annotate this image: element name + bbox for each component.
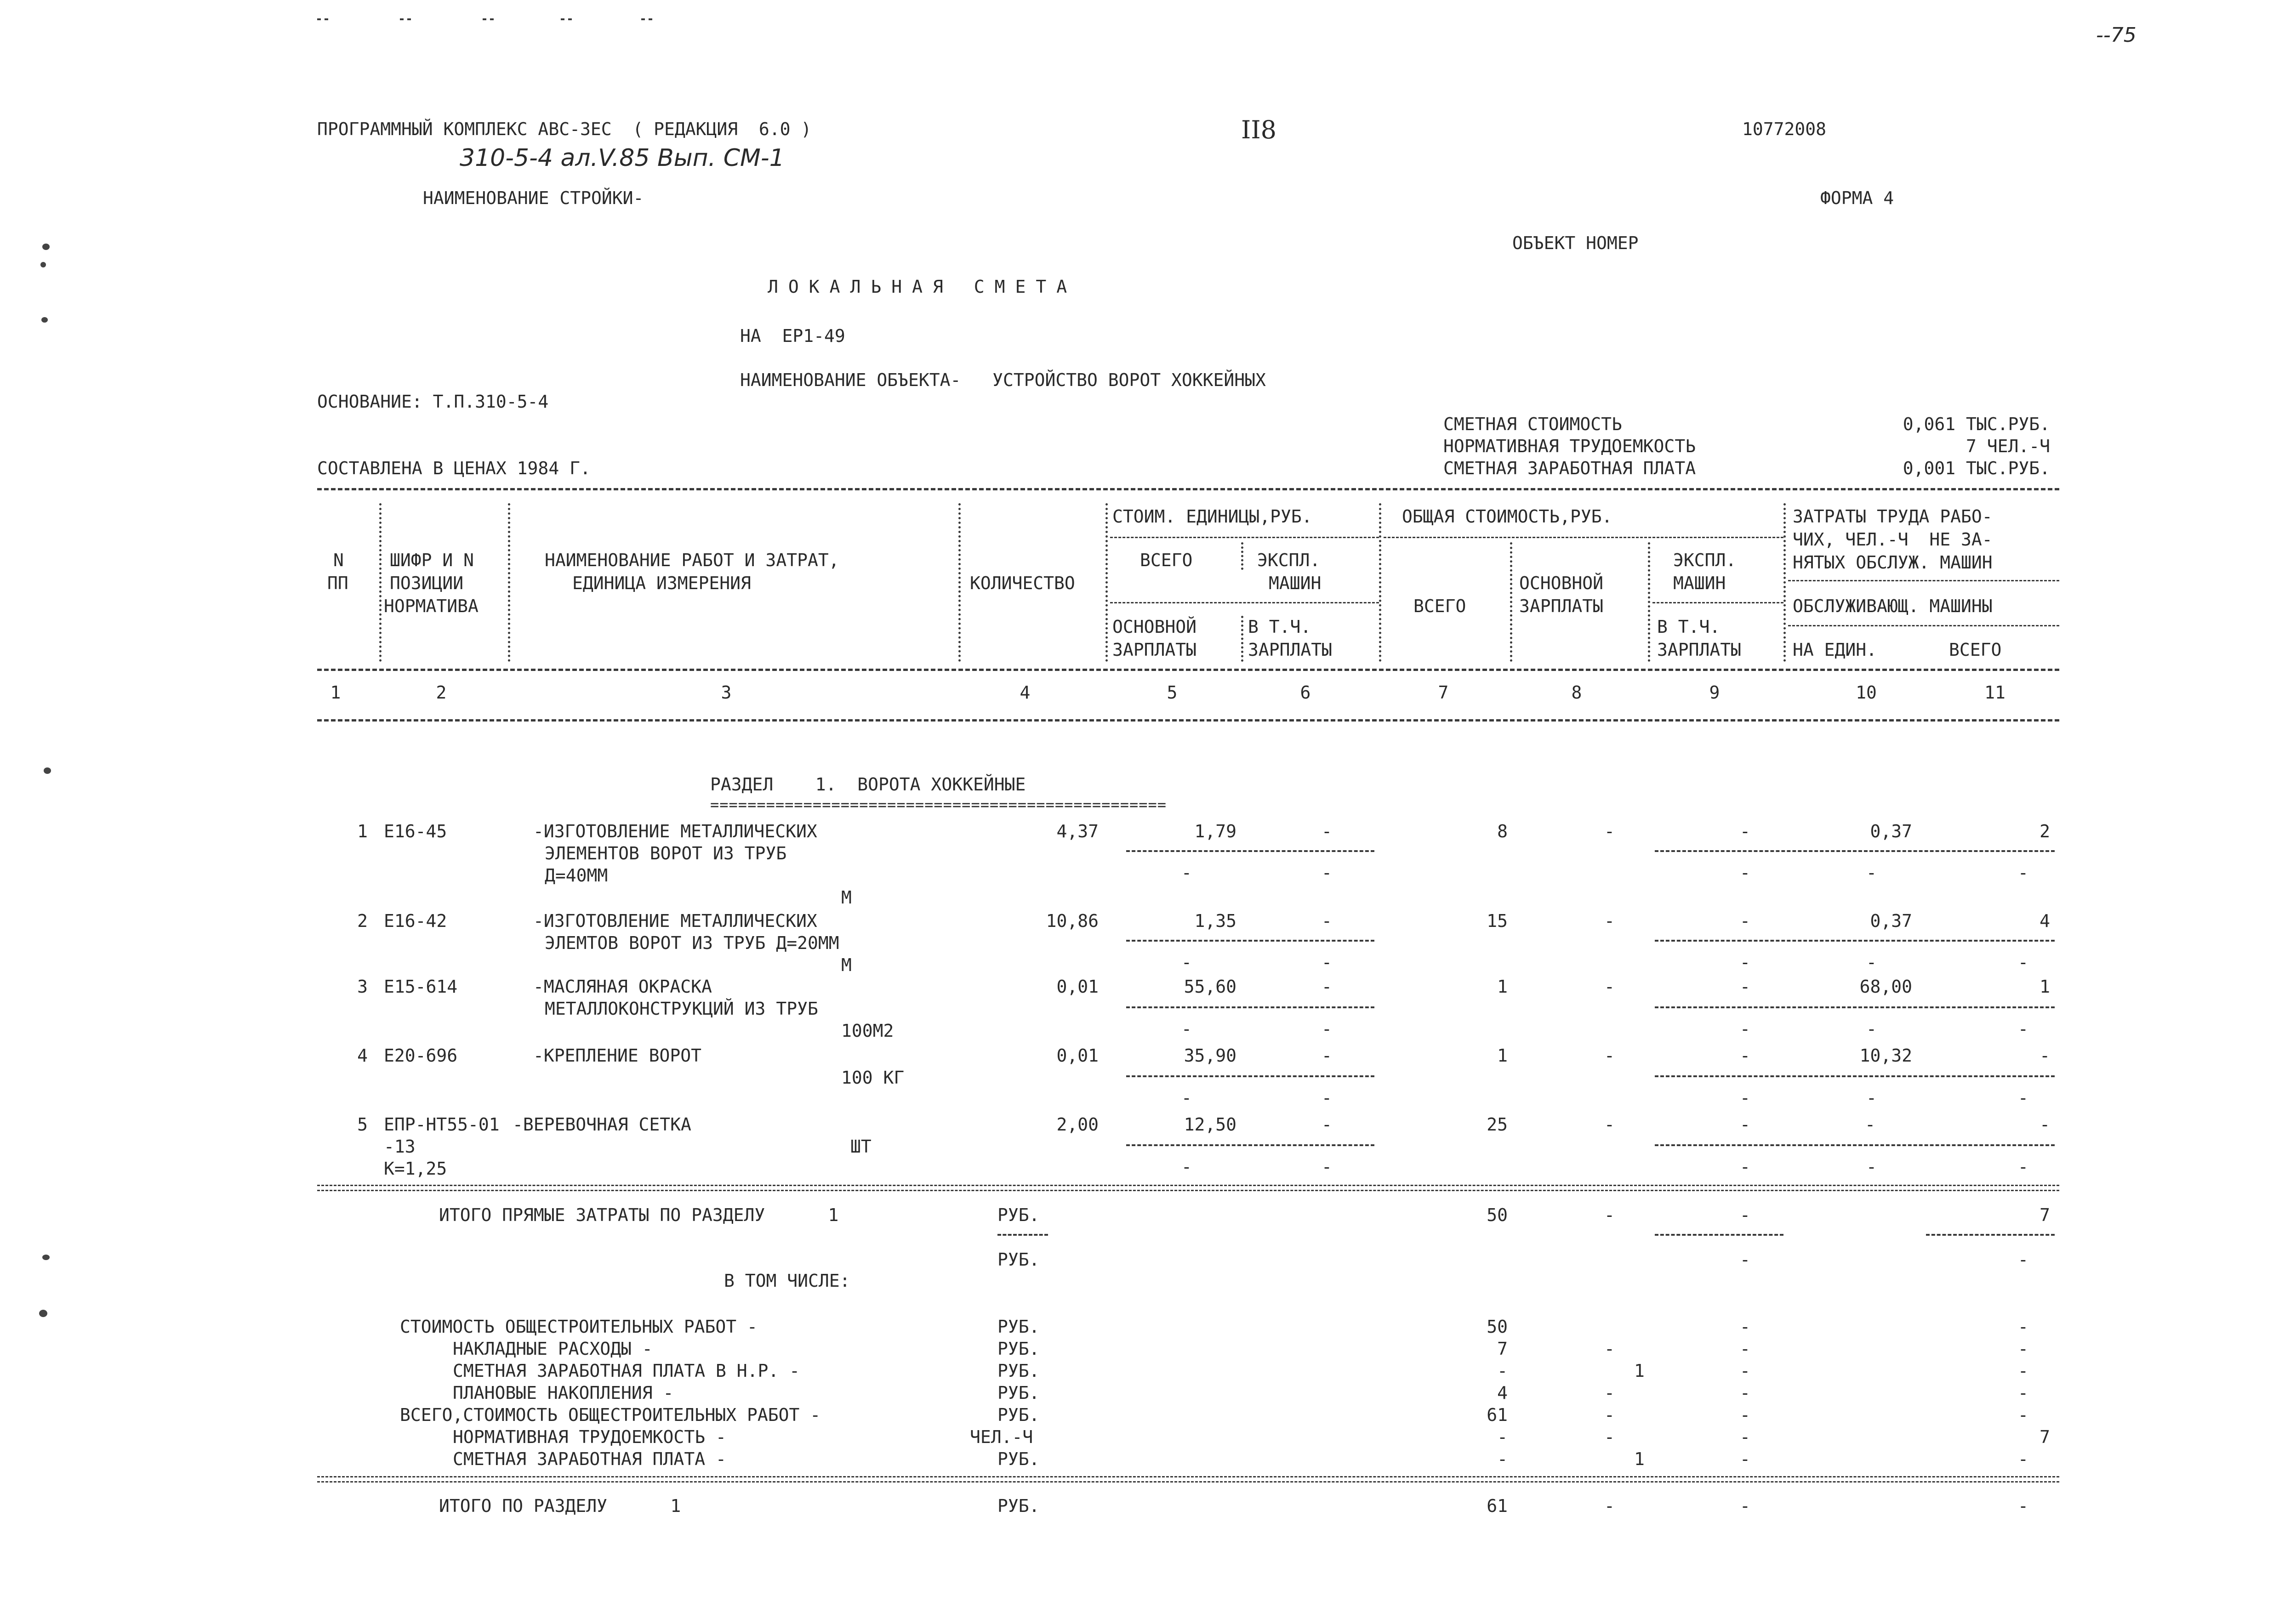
breakdown-expl: - — [1740, 1339, 1750, 1359]
cell-rule — [1655, 1144, 2055, 1146]
row-expl: - — [1740, 911, 1750, 931]
dash-mark: - — [2018, 952, 2028, 972]
direct-costs-unit: РУБ. — [997, 1250, 1040, 1270]
document-number: 10772008 — [1742, 119, 1827, 139]
row-labor-unit: 0,37 — [1870, 821, 1912, 841]
scan-artifact — [42, 1255, 50, 1260]
col-header-labor-unit: НА ЕДИН. — [1793, 640, 1877, 660]
col-header-labor: ЗАТРАТЫ ТРУДА РАБО- — [1793, 506, 1993, 527]
summary-value: 0,061 ТЫС.РУБ. — [1903, 414, 2050, 434]
row-name-line: ЭЛЕМТОВ ВОРОТ ИЗ ТРУБ Д=20ММ — [545, 933, 839, 953]
row-labor-unit: - — [1865, 1114, 1875, 1135]
scan-mark — [561, 18, 572, 20]
dash-mark: - — [1181, 1157, 1192, 1177]
breakdown-basic: - — [1604, 1383, 1615, 1403]
summary-label: СМЕТНАЯ СТОИМОСТЬ — [1443, 414, 1622, 434]
breakdown-expl: - — [1740, 1405, 1750, 1425]
cell-rule — [997, 1234, 1048, 1236]
summary-value: 0,001 ТЫС.РУБ. — [1903, 458, 2050, 478]
breakdown-unit: РУБ. — [997, 1383, 1040, 1403]
breakdown-basic: - — [1604, 1405, 1615, 1425]
dash-mark: - — [1866, 952, 1877, 972]
breakdown-total: 50 — [1487, 1317, 1508, 1337]
row-name-line: -МАСЛЯНАЯ ОКРАСКА — [533, 977, 712, 997]
column-divider — [1379, 503, 1381, 662]
scan-artifact — [44, 767, 51, 774]
summary-label: НОРМАТИВНАЯ ТРУДОЕМКОСТЬ — [1443, 436, 1696, 456]
col-header-total-expl: МАШИН — [1673, 573, 1726, 593]
row-code: ЕПР-НТ55-01 — [384, 1114, 500, 1135]
handwritten-project-code: 310-5-4 ал.V.85 Вып. СМ-1 — [460, 144, 785, 172]
direct-costs-unit: РУБ. — [997, 1205, 1040, 1225]
column-number: 8 — [1571, 682, 1582, 703]
row-code: Е16-45 — [384, 821, 447, 841]
col-header-num: N — [333, 550, 344, 570]
direct-costs-basic: - — [1604, 1205, 1615, 1225]
section-total-unit: РУБ. — [997, 1496, 1040, 1516]
row-labor-total: - — [2040, 1045, 2050, 1066]
direct-costs-expl: - — [1740, 1205, 1750, 1225]
breakdown-labor: - — [2018, 1449, 2028, 1469]
column-divider — [958, 503, 961, 662]
row-unit: 100М2 — [841, 1021, 894, 1041]
breakdown-label: СМЕТНАЯ ЗАРАБОТНАЯ ПЛАТА В Н.Р. - — [453, 1361, 800, 1381]
row-unit-total: 55,60 — [1184, 977, 1236, 997]
col-header-num: ПП — [327, 573, 348, 593]
column-divider — [1648, 542, 1650, 662]
row-name-line: -ИЗГОТОВЛЕНИЕ МЕТАЛЛИЧЕСКИХ — [533, 821, 817, 841]
col-header-code: ПОЗИЦИИ — [390, 573, 464, 593]
section-underline: ================================================= — [710, 796, 1167, 813]
col-header-total-all: ВСЕГО — [1413, 596, 1466, 616]
dash-mark: - — [2018, 1088, 2028, 1108]
header-rule — [1110, 602, 1379, 603]
estimate-target: НА ЕР1-49 — [740, 326, 845, 346]
dash-mark: - — [1322, 863, 1332, 883]
col-header-labor-sub: ОБСЛУЖИВАЮЩ. МАШИНЫ — [1793, 596, 1993, 616]
section-rule — [317, 1476, 2059, 1483]
row-number: 2 — [357, 911, 368, 931]
column-number: 9 — [1709, 682, 1720, 703]
col-header-labor: ЧИХ, ЧЕЛ.-Ч НЕ ЗА- — [1793, 529, 1993, 550]
breakdown-label: СМЕТНАЯ ЗАРАБОТНАЯ ПЛАТА - — [453, 1449, 726, 1469]
header-rule — [1788, 625, 2059, 626]
section-total-label: ИТОГО ПО РАЗДЕЛУ 1 — [439, 1496, 681, 1516]
row-total: 1 — [1497, 1045, 1508, 1066]
breakdown-unit: ЧЕЛ.-Ч — [970, 1427, 1033, 1447]
row-expl: - — [1740, 1114, 1750, 1135]
breakdown-basic: 1 — [1634, 1361, 1645, 1381]
object-name: НАИМЕНОВАНИЕ ОБЪЕКТА- УСТРОЙСТВО ВОРОТ ХОККЕЙНЫХ — [740, 370, 1266, 390]
column-divider — [1105, 503, 1108, 662]
row-unit-expl: - — [1322, 977, 1332, 997]
dash-mark: - — [2018, 1157, 2028, 1177]
row-name-line: -ИЗГОТОВЛЕНИЕ МЕТАЛЛИЧЕСКИХ — [533, 911, 817, 931]
document-title: ЛОКАЛЬНАЯ СМЕТА — [768, 277, 1077, 297]
col-header-unit-incl: ЗАРПЛАТЫ — [1248, 640, 1333, 660]
section-total-labor: - — [2018, 1496, 2028, 1516]
dash-mark: - — [1322, 1088, 1332, 1108]
column-number: 5 — [1167, 682, 1178, 703]
breakdown-expl: - — [1740, 1427, 1750, 1447]
header-mid-rule — [317, 669, 2059, 671]
breakdown-labor: - — [2018, 1317, 2028, 1337]
cell-rule — [1655, 850, 2055, 852]
dash-mark: - — [1740, 1157, 1750, 1177]
dash-mark: - — [1181, 863, 1192, 883]
program-name: ПРОГРАММНЫЙ КОМПЛЕКС АВС-ЗЕС ( РЕДАКЦИЯ 6.0 ) — [317, 119, 812, 139]
breakdown-label: ВСЕГО,СТОИМОСТЬ ОБЩЕСТРОИТЕЛЬНЫХ РАБОТ - — [400, 1405, 821, 1425]
row-labor-total: 4 — [2040, 911, 2050, 931]
breakdown-basic: - — [1604, 1427, 1615, 1447]
row-quantity: 4,37 — [1056, 821, 1099, 841]
row-quantity: 0,01 — [1056, 977, 1099, 997]
breakdown-label: НОРМАТИВНАЯ ТРУДОЕМКОСТЬ - — [453, 1427, 726, 1447]
col-header-unit-basic: ОСНОВНОЙ — [1112, 617, 1197, 637]
section-total-expl: - — [1740, 1496, 1750, 1516]
cell-rule — [1126, 1006, 1374, 1008]
row-expl: - — [1740, 977, 1750, 997]
dash-mark: - — [1740, 863, 1750, 883]
dash-mark: - — [1866, 863, 1877, 883]
direct-costs-labor: 7 — [2040, 1205, 2050, 1225]
cell-rule — [1926, 1234, 2055, 1236]
breakdown-unit: РУБ. — [997, 1449, 1040, 1469]
cell-rule — [1655, 1006, 2055, 1008]
breakdown-total: - — [1497, 1449, 1508, 1469]
dash-mark: - — [1322, 1019, 1332, 1039]
dash-mark: - — [1322, 952, 1332, 972]
breakdown-unit: РУБ. — [997, 1405, 1040, 1425]
breakdown-expl: - — [1740, 1383, 1750, 1403]
row-code-line: К=1,25 — [384, 1159, 447, 1179]
row-expl: - — [1740, 821, 1750, 841]
col-header-name: НАИМЕНОВАНИЕ РАБОТ И ЗАТРАТ, — [545, 550, 839, 570]
scan-mark — [483, 18, 494, 20]
row-labor-unit: 68,00 — [1859, 977, 1912, 997]
direct-costs-total: 50 — [1487, 1205, 1508, 1225]
breakdown-unit: РУБ. — [997, 1339, 1040, 1359]
row-basic: - — [1604, 821, 1615, 841]
breakdown-expl: - — [1740, 1361, 1750, 1381]
cell-rule — [1126, 850, 1374, 852]
col-header-code: НОРМАТИВА — [384, 596, 479, 616]
column-number: 6 — [1300, 682, 1311, 703]
dash-mark: - — [1866, 1157, 1877, 1177]
column-number: 2 — [436, 682, 447, 703]
construction-name-label: НАИМЕНОВАНИЕ СТРОЙКИ- — [423, 188, 644, 208]
dash-mark: - — [1181, 1019, 1192, 1039]
object-number-label: ОБЪЕКТ НОМЕР — [1512, 233, 1639, 253]
row-name-line: МЕТАЛЛОКОНСТРУКЦИЙ ИЗ ТРУБ — [545, 999, 818, 1019]
header-rule — [1384, 537, 1783, 538]
scan-mark — [317, 18, 328, 20]
scan-artifact — [40, 262, 46, 267]
breakdown-total: - — [1497, 1361, 1508, 1381]
cell-rule — [1126, 1144, 1374, 1146]
row-quantity: 0,01 — [1056, 1045, 1099, 1066]
section-total-basic: - — [1604, 1496, 1615, 1516]
scan-artifact — [42, 244, 50, 250]
basis: ОСНОВАНИЕ: Т.П.310-5-4 — [317, 392, 549, 412]
col-header-labor: НЯТЫХ ОБСЛУЖ. МАШИН — [1793, 552, 1993, 573]
col-header-unit-total: ВСЕГО — [1140, 550, 1193, 570]
column-number: 4 — [1020, 682, 1031, 703]
row-code: Е16-42 — [384, 911, 447, 931]
corner-page-number: --75 — [2096, 23, 2136, 47]
breakdown-labor: 7 — [2040, 1427, 2050, 1447]
table-top-rule — [317, 488, 2059, 490]
row-basic: - — [1604, 911, 1615, 931]
breakdown-unit: РУБ. — [997, 1361, 1040, 1381]
row-total: 15 — [1487, 911, 1508, 931]
dash-mark: - — [2018, 1019, 2028, 1039]
row-number: 3 — [357, 977, 368, 997]
row-unit-total: 1,79 — [1194, 821, 1236, 841]
cell-rule — [1126, 940, 1374, 942]
cell-rule — [1126, 1075, 1374, 1077]
row-total: 8 — [1497, 821, 1508, 841]
col-header-code: ШИФР И N — [390, 550, 474, 570]
row-basic: - — [1604, 977, 1615, 997]
breakdown-labor: - — [2018, 1361, 2028, 1381]
row-expl: - — [1740, 1045, 1750, 1066]
dash-mark: - — [1740, 1019, 1750, 1039]
breakdown-total: - — [1497, 1427, 1508, 1447]
col-header-total-basic: ЗАРПЛАТЫ — [1519, 596, 1604, 616]
dash-mark: - — [1740, 1088, 1750, 1108]
col-header-total-cost: ОБЩАЯ СТОИМОСТЬ,РУБ. — [1402, 506, 1612, 527]
col-header-labor-total: ВСЕГО — [1949, 640, 2002, 660]
row-unit-total: 1,35 — [1194, 911, 1236, 931]
column-divider — [1241, 542, 1243, 570]
breakdown-labor: - — [2018, 1405, 2028, 1425]
column-divider — [508, 503, 510, 662]
breakdown-labor: - — [2018, 1339, 2028, 1359]
row-total: 25 — [1487, 1114, 1508, 1135]
row-unit: М — [841, 955, 852, 975]
column-number: 3 — [721, 682, 732, 703]
col-header-unit-basic: ЗАРПЛАТЫ — [1112, 640, 1197, 660]
row-unit-expl: - — [1322, 1114, 1332, 1135]
column-number: 10 — [1856, 682, 1877, 703]
column-divider — [1783, 503, 1786, 662]
header-bottom-rule — [317, 719, 2059, 721]
row-code: Е20-696 — [384, 1045, 458, 1066]
row-number: 4 — [357, 1045, 368, 1066]
section-title: РАЗДЕЛ 1. ВОРОТА ХОККЕЙНЫЕ — [710, 774, 1026, 795]
breakdown-basic: 1 — [1634, 1449, 1645, 1469]
summary-label: СМЕТНАЯ ЗАРАБОТНАЯ ПЛАТА — [1443, 458, 1696, 478]
column-divider — [379, 503, 382, 662]
breakdown-basic: - — [1604, 1339, 1615, 1359]
dash-mark: - — [2018, 1250, 2028, 1270]
header-rule — [1788, 580, 2059, 581]
col-header-total-expl: ЭКСПЛ. — [1673, 550, 1737, 570]
col-header-name: ЕДИНИЦА ИЗМЕРЕНИЯ — [572, 573, 751, 593]
row-unit: ШТ — [850, 1136, 872, 1157]
header-rule — [1652, 602, 1783, 603]
row-basic: - — [1604, 1114, 1615, 1135]
col-header-quantity: КОЛИЧЕСТВО — [970, 573, 1075, 593]
column-number: 1 — [330, 682, 341, 703]
row-number: 5 — [357, 1114, 368, 1135]
breakdown-expl: - — [1740, 1317, 1750, 1337]
row-labor-unit: 0,37 — [1870, 911, 1912, 931]
cell-rule — [1655, 1234, 1783, 1236]
page-number: II8 — [1241, 115, 1277, 144]
row-code: Е15-614 — [384, 977, 458, 997]
breakdown-label: ПЛАНОВЫЕ НАКОПЛЕНИЯ - — [453, 1383, 674, 1403]
cell-rule — [1655, 1075, 2055, 1077]
row-labor-total: - — [2040, 1114, 2050, 1135]
dash-mark: - — [2018, 863, 2028, 883]
dash-mark: - — [1866, 1019, 1877, 1039]
col-header-unit-expl: ЭКСПЛ. — [1257, 550, 1321, 570]
row-unit-expl: - — [1322, 911, 1332, 931]
row-total: 1 — [1497, 977, 1508, 997]
row-name-line: -КРЕПЛЕНИЕ ВОРОТ — [533, 1045, 702, 1066]
dash-mark: - — [1740, 952, 1750, 972]
row-quantity: 2,00 — [1056, 1114, 1099, 1135]
dash-mark: - — [1866, 1088, 1877, 1108]
row-quantity: 10,86 — [1046, 911, 1099, 931]
row-code-line: -13 — [384, 1136, 416, 1157]
col-header-total-basic: ОСНОВНОЙ — [1519, 573, 1604, 593]
summary-value: 7 ЧЕЛ.-Ч — [1966, 436, 2050, 456]
breakdown-expl: - — [1740, 1449, 1750, 1469]
dash-mark: - — [1740, 1250, 1750, 1270]
form-label: ФОРМА 4 — [1820, 188, 1894, 208]
row-unit-total: 35,90 — [1184, 1045, 1236, 1066]
row-unit-expl: - — [1322, 1045, 1332, 1066]
section-total-value: 61 — [1487, 1496, 1508, 1516]
row-unit-expl: - — [1322, 821, 1332, 841]
col-header-unit-expl: МАШИН — [1269, 573, 1322, 593]
row-name-line: Д=40ММ — [545, 865, 608, 886]
row-labor-unit: 10,32 — [1859, 1045, 1912, 1066]
dash-mark: - — [1322, 1157, 1332, 1177]
cell-rule — [1655, 940, 2055, 942]
breakdown-label: НАКЛАДНЫЕ РАСХОДЫ - — [453, 1339, 653, 1359]
column-number: 7 — [1438, 682, 1449, 703]
breakdown-total: 4 — [1497, 1383, 1508, 1403]
scan-artifact — [41, 317, 48, 323]
section-rule — [317, 1185, 2059, 1191]
breakdown-unit: РУБ. — [997, 1317, 1040, 1337]
breakdown-label: СТОИМОСТЬ ОБЩЕСТРОИТЕЛЬНЫХ РАБОТ - — [400, 1317, 758, 1337]
col-header-unit-incl: В Т.Ч. — [1248, 617, 1311, 637]
col-header-unit-cost: СТОИМ. ЕДИНИЦЫ,РУБ. — [1112, 506, 1312, 527]
row-name-line: ЭЛЕМЕНТОВ ВОРОТ ИЗ ТРУБ — [545, 843, 787, 863]
scan-mark — [400, 18, 411, 20]
dash-mark: - — [1181, 1088, 1192, 1108]
column-divider — [1241, 616, 1243, 662]
col-header-total-incl: ЗАРПЛАТЫ — [1657, 640, 1742, 660]
breakdown-labor: - — [2018, 1383, 2028, 1403]
row-labor-total: 2 — [2040, 821, 2050, 841]
column-number: 11 — [1984, 682, 2005, 703]
breakdown-total: 61 — [1487, 1405, 1508, 1425]
scan-mark — [641, 18, 652, 20]
price-basis: СОСТАВЛЕНА В ЦЕНАХ 1984 Г. — [317, 458, 591, 478]
row-number: 1 — [357, 821, 368, 841]
row-unit: 100 КГ — [841, 1068, 905, 1088]
col-header-total-incl: В Т.Ч. — [1657, 617, 1721, 637]
row-name-line: -ВЕРЕВОЧНАЯ СЕТКА — [513, 1114, 691, 1135]
row-unit: М — [841, 887, 852, 908]
scan-artifact — [39, 1310, 47, 1317]
column-divider — [1510, 542, 1512, 662]
row-basic: - — [1604, 1045, 1615, 1066]
breakdown-total: 7 — [1497, 1339, 1508, 1359]
row-labor-total: 1 — [2040, 977, 2050, 997]
direct-costs-label: ИТОГО ПРЯМЫЕ ЗАТРАТЫ ПО РАЗДЕЛУ 1 — [439, 1205, 839, 1225]
dash-mark: - — [1181, 952, 1192, 972]
including-label: В ТОМ ЧИСЛЕ: — [724, 1271, 850, 1291]
header-rule — [1110, 537, 1379, 538]
row-unit-total: 12,50 — [1184, 1114, 1236, 1135]
